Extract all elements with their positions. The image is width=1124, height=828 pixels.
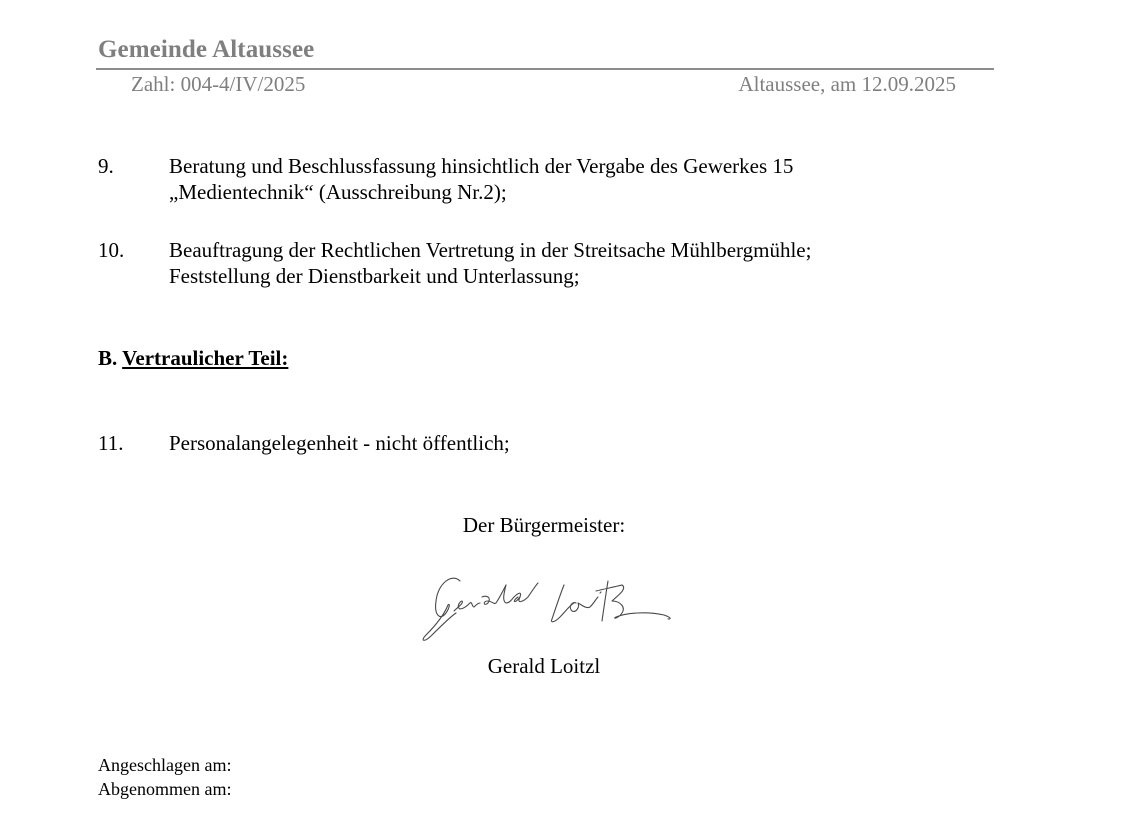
signer-role: Der Bürgermeister: <box>462 513 626 537</box>
place-and-date: Altaussee, am 12.09.2025 <box>738 72 956 96</box>
agenda-item-line: Beauftragung der Rechtlichen Vertretung in der Streitsache Mühlbergmühle; <box>169 238 812 262</box>
section-title: Vertraulicher Teil: <box>122 346 289 370</box>
section-prefix: B. <box>98 346 118 370</box>
reference-number: Zahl: 004-4/IV/2025 <box>131 72 306 96</box>
agenda-item-text <box>169 153 959 205</box>
agenda-item-line: Feststellung der Dienstbarkeit und Unterlassung; <box>169 264 580 288</box>
signer-name: Gerald Loitzl <box>487 654 601 678</box>
handwritten-signature <box>416 567 680 647</box>
agenda-item-number: 11. <box>98 431 124 455</box>
agenda-item-number: 9. <box>98 154 114 178</box>
agenda-item-line: Personalangelegenheit - nicht öffentlich; <box>169 431 510 455</box>
header-divider <box>96 68 994 70</box>
agenda-item-line: „Medientechnik“ (Ausschreibung Nr.2); <box>169 180 507 204</box>
section-heading-confidential <box>98 346 288 371</box>
agenda-item-line: Beratung und Beschlussfassung hinsichtlich der Vergabe des Gewerkes 15 <box>169 154 794 178</box>
removed-date-label: Abgenommen am: <box>98 779 232 799</box>
agenda-item-text <box>169 430 959 456</box>
agenda-item-number: 10. <box>98 238 125 262</box>
posted-date-label: Angeschlagen am: <box>98 755 232 775</box>
agenda-item-text <box>169 237 959 289</box>
municipality-title: Gemeinde Altaussee <box>98 36 315 63</box>
